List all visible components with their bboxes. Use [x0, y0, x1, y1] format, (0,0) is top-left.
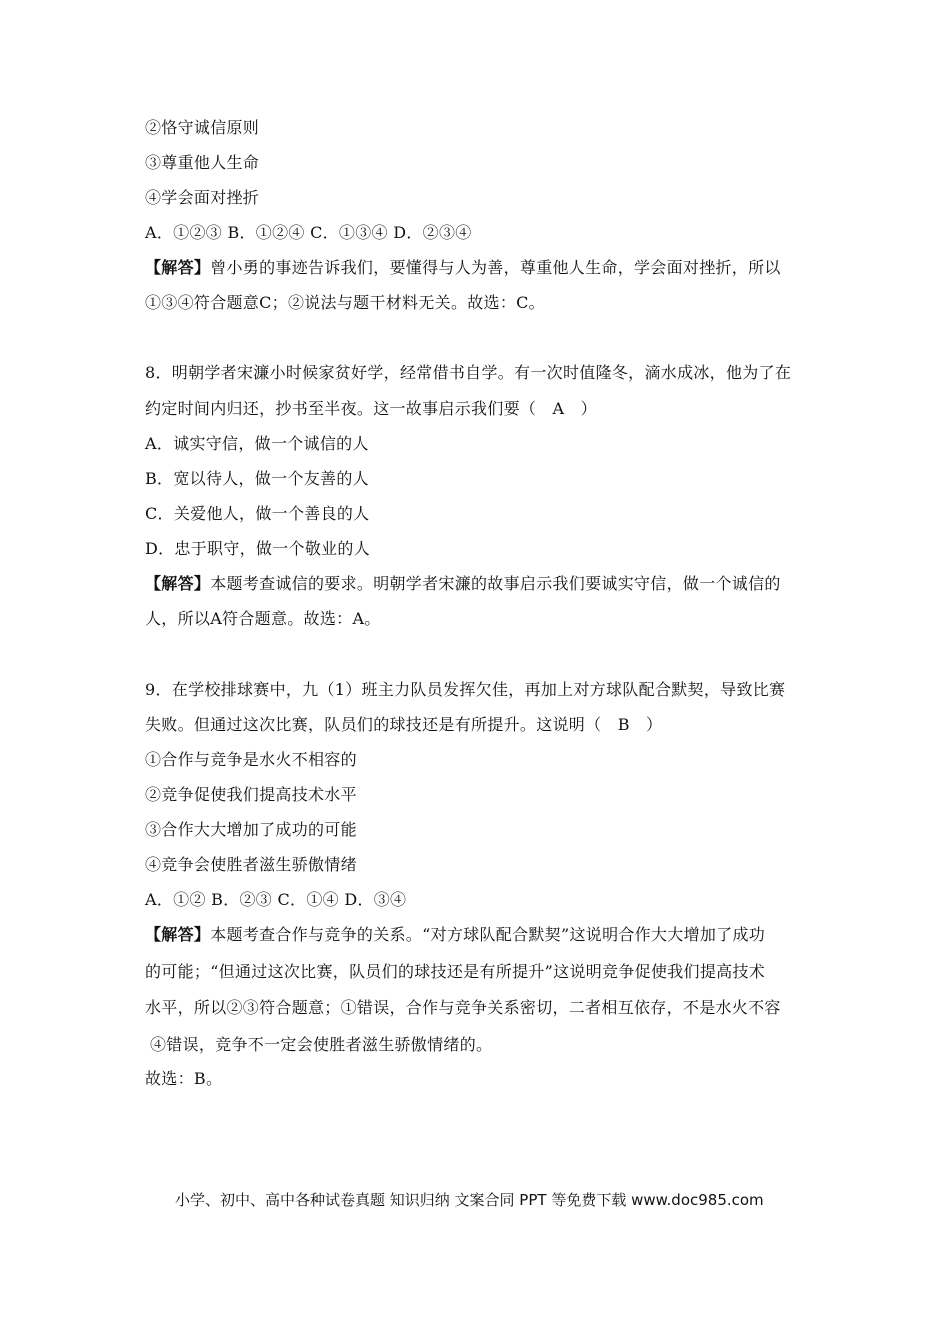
q8-option-c: C．关爱他人，做一个善良的人	[145, 504, 370, 523]
q8-answer-text: 本题考查诚信的要求。明朝学者宋濂的故事启示我们要诚实守信，做一个诚信的	[210, 574, 781, 593]
q7-option-4: ④学会面对挫折	[145, 188, 260, 207]
q8-option-b: B．宽以待人，做一个友善的人	[145, 469, 369, 488]
q7-option-3: ③尊重他人生命	[145, 153, 260, 172]
q9-stem-line-2: 失败。但通过这次比赛，队员们的球技还是有所提升。这说明（ B ）	[145, 715, 663, 734]
q9-option-4: ④竞争会使胜者滋生骄傲情绪	[145, 855, 357, 874]
q7-choices: A．①②③ B．①②④ C．①③④ D．②③④	[145, 223, 472, 242]
q7-answer-tag: 【解答】	[145, 258, 211, 277]
q9-choices: A．①② B．②③ C．①④ D．③④	[145, 890, 407, 909]
q9-answer-line-1	[145, 925, 765, 945]
q9-answer-line-4: ④错误，竞争不一定会使胜者滋生骄傲情绪的。	[150, 1035, 493, 1054]
q8-answer-tag: 【解答】	[145, 574, 211, 593]
q7-option-2: ②恪守诚信原则	[145, 118, 260, 137]
q7-answer-line-2: ①③④符合题意C；②说法与题干材料无关。故选：C。	[145, 293, 545, 312]
q9-stem-line-1: 9．在学校排球赛中，九（1）班主力队员发挥欠佳，再加上对方球队配合默契，导致比赛	[145, 680, 786, 699]
q8-option-a: A．诚实守信，做一个诚信的人	[145, 434, 369, 453]
q8-answer-line-1	[145, 574, 781, 594]
q9-answer-line-2: 的可能；“但通过这次比赛，队员们的球技还是有所提升”这说明竞争促使我们提高技术	[145, 962, 766, 981]
q9-answer-tag: 【解答】	[145, 925, 211, 944]
page-footer: 小学、初中、高中各种试卷真题 知识归纳 文案合同 PPT 等免费下载 www.doc985.com	[175, 1191, 764, 1209]
q8-stem-line-2: 约定时间内归还，抄书至半夜。这一故事启示我们要（ A ）	[145, 399, 597, 418]
q9-answer-line-3: 水平，所以②③符合题意；①错误，合作与竞争关系密切，二者相互依存，不是水火不容	[145, 998, 781, 1017]
q8-option-d: D．忠于职守，做一个敬业的人	[145, 539, 371, 558]
q8-stem-line-1: 8．明朝学者宋濂小时候家贫好学，经常借书自学。有一次时值隆冬，滴水成冰，他为了在	[145, 363, 792, 382]
q7-answer-line-1	[145, 258, 781, 278]
q9-option-3: ③合作大大增加了成功的可能	[145, 820, 357, 839]
q9-option-2: ②竞争促使我们提高技术水平	[145, 785, 357, 804]
q9-answer-text: 本题考查合作与竞争的关系。“对方球队配合默契”这说明合作大大增加了成功	[210, 925, 766, 944]
q9-option-1: ①合作与竞争是水火不相容的	[145, 750, 357, 769]
q9-answer-line-5: 故选：B。	[145, 1069, 223, 1088]
q7-answer-text: 曾小勇的事迹告诉我们，要懂得与人为善，尊重他人生命，学会面对挫折，所以	[210, 258, 781, 277]
q8-answer-line-2: 人，所以A符合题意。故选：A。	[145, 609, 381, 628]
